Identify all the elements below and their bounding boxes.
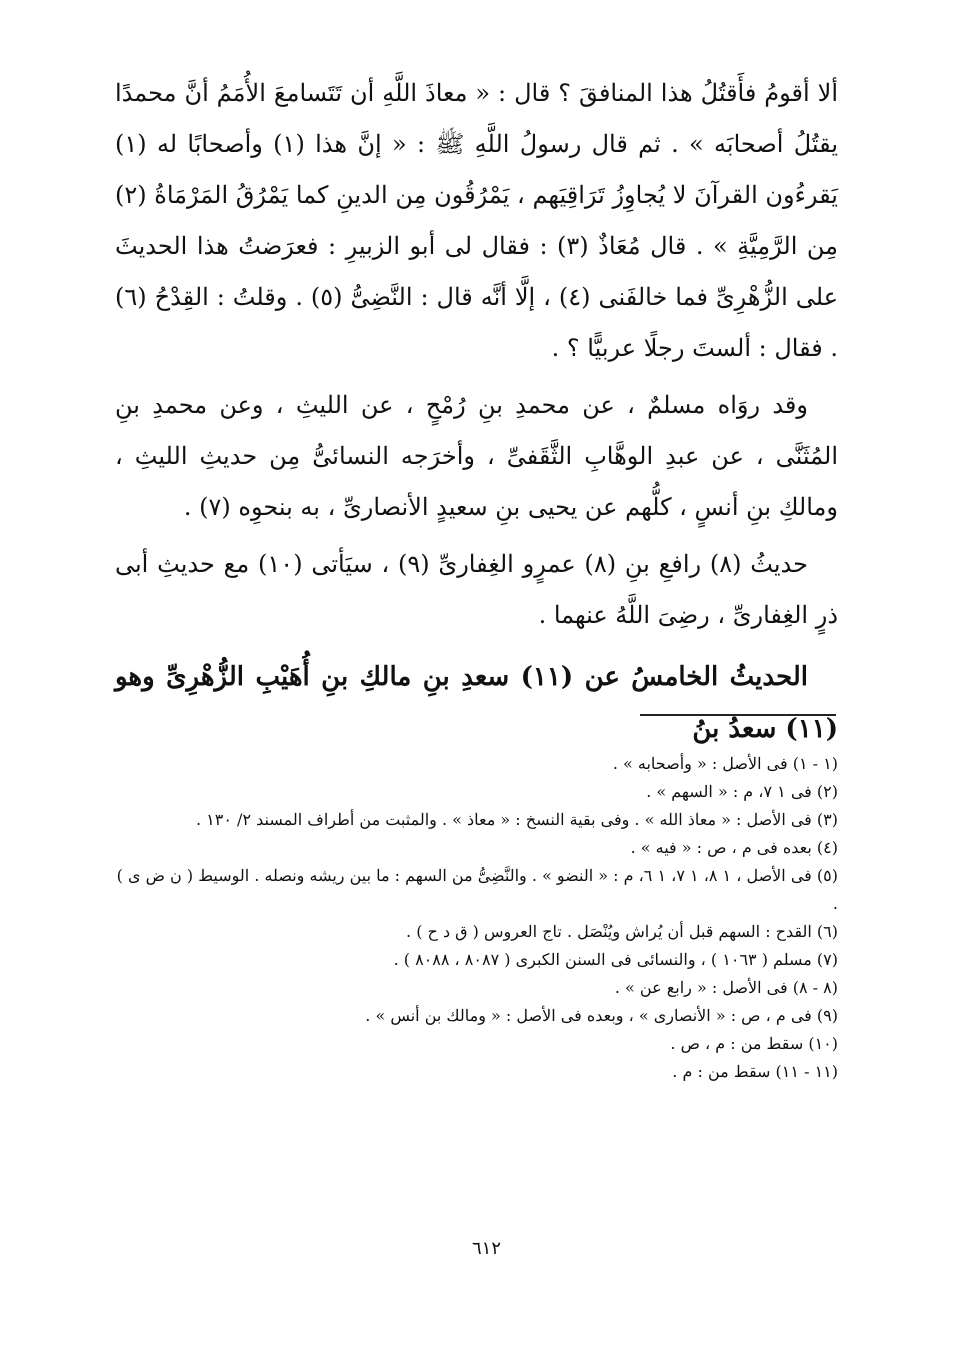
paragraph-1: ألا أقومُ فأَقتُلُ هذا المنافقَ ؟ قال : « معاذَ اللَّهِ أن تَتَسامعَ الأُمَمُ أنَّ محمدًا يقتُلُ أصحابَه » . ثم قال رسولُ اللَّهِ ﷺ : « إنَّ هذا (١) وأصحابًا له (١) يَقرءُون القرآنَ لا يُجاوِزُ تَرَاقِيَهم ، يَمْرُقُون مِن الدينِ كما يَمْرُقُ المَرْمَاةُ (٢) مِن الرَّمِيَّةِ » . قال مُعَاذٌ (٣) : فقال لى أبو الزبيرِ : فعرَضتُ هذا الحديثَ على الزُّهْرِىِّ فما خالفَنى (٤) ، إلَّا أنَّه قال : النَّضِىُّ (٥) . وقلتُ : القِدْحُ (٦) . فقال : ألستَ رجلًا عربيًّا ؟ . bbox=[115, 79, 839, 362]
footnote-3: (٣) فى الأصل : « معاذ الله » . وفى بقية النسخ : « معاذ » . والمثبت من أطراف المسند ٢/ ١٣٠ . bbox=[196, 810, 838, 829]
paragraph-3: حديثُ (٨) رافعِ بنِ (٨) عمرٍو الغِفارىِّ (٩) ، سيَأتى (١٠) مع حديثِ أبى ذرٍ الغِفارىِّ ، رضِىَ اللَّهُ عنهما . bbox=[115, 550, 838, 629]
footnotes bbox=[115, 750, 838, 1086]
footnote-5: (٥) فى الأصل ، ١ ٨، ١ ٧، ١ ٦، م : « النضو » . والنَّضِىُّ من السهم : ما بين ريشه ونصله . الوسيط ( ن ض ى ) . bbox=[116, 866, 838, 913]
main-text bbox=[115, 68, 838, 755]
footnote-10: (١٠) سقط من : م ، ص . bbox=[670, 1034, 838, 1053]
page-number: ٦١٢ bbox=[471, 1238, 501, 1259]
footnote-separator bbox=[640, 714, 836, 716]
hadith-heading: الحديثُ الخامسُ عن (١١) سعدِ بنِ مالكِ بنِ أُهَيْبِ الزُّهْرِىِّ وهو (١١) سعدُ بنُ bbox=[115, 662, 838, 744]
footnote-8: (٨ - ٨) فى الأصل : « رابع عن » . bbox=[614, 978, 838, 997]
footnote-11: (١١ - ١١) سقط من : م . bbox=[672, 1062, 838, 1081]
footnote-2: (٢) فى ١ ٧، م : « السهم » . bbox=[646, 782, 838, 801]
footnote-9: (٩) فى م ، ص : « الأنصارى » ، وبعده فى الأصل : « ومالك بن أنس » . bbox=[365, 1006, 838, 1025]
paragraph-2: وقد روَاه مسلمٌ ، عن محمدِ بنِ رُمْحٍ ، عن الليثِ ، وعن محمدِ بنِ المُثَنَّى ، عن عبدِ الوهَّابِ الثَّقَفىِّ ، وأخرَجه النسائىُّ مِن حديثِ الليثِ ، ومالكِ بنِ أنسٍ ، كلُّهم عن يحيى بنِ سعيدٍ الأنصارىِّ ، به بنحوِه (٧) . bbox=[115, 391, 838, 521]
footnote-4: (٤) بعده فى م ، ص : « فيه » . bbox=[630, 838, 838, 857]
footnote-1: (١ - ١) فى الأصل : « وأصحابه » . bbox=[612, 754, 838, 773]
footnote-6: (٦) القدح : السهم قبل أن يُراش ويُنْصَل . تاج العروس ( ق د ح ) . bbox=[406, 922, 838, 941]
footnote-7: (٧) مسلم ( ١٠٦٣ ) ، والنسائى فى السنن الكبرى ( ٨٠٨٧ ، ٨٠٨٨ ) . bbox=[393, 950, 838, 969]
